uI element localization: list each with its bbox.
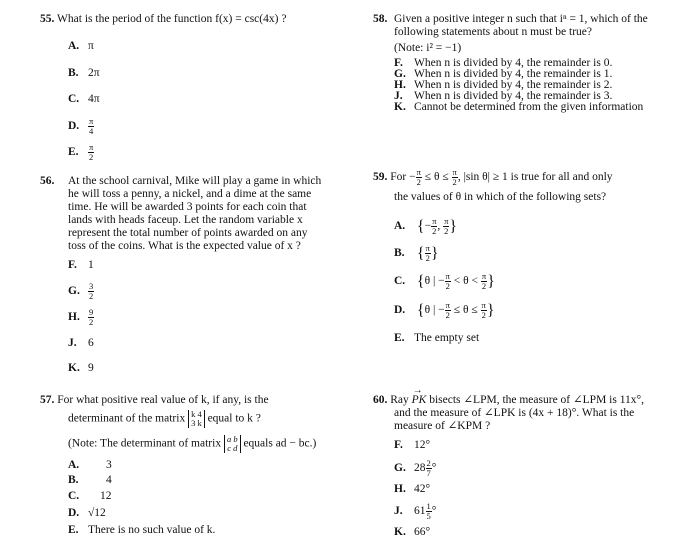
choice-k[interactable]: K. Cannot be determined from the given information: [394, 101, 644, 113]
ray-pk: → PK: [412, 394, 427, 407]
choice-f[interactable]: F. When n is divided by 4, the remainder is 0.: [394, 57, 613, 69]
choice-c[interactable]: C. 4π: [68, 93, 100, 105]
question-58: [373, 13, 387, 26]
question-text: At the school carnival, Mike will play a game in which he will toss a penny, a nickel, and a dime at the same time. He will be awarded 3 points for each coin that lands with heads faceup. Let the random variable x represent the total number of points awarded on any toss of the coins. What is the expected value of x ?: [68, 175, 322, 252]
choice-g[interactable]: G. When n is divided by 4, the remainder is 1.: [394, 68, 613, 80]
choice-k[interactable]: K. 9: [68, 362, 94, 374]
choice-h[interactable]: H. 42°: [394, 483, 431, 495]
choice-f[interactable]: F. 1: [68, 259, 94, 271]
question-59: 59. For − $\frac{\pi}{2}$ ≤ θ ≤ $\frac{\pi}{2}$ , |sin θ| ≥ 1 is true for all and only: [373, 167, 613, 187]
choice-b[interactable]: B. 2π: [68, 67, 100, 79]
question-text-line2: the values of θ in which of the following sets?: [394, 191, 607, 203]
question-text-line3: measure of ∠KPM ?: [394, 420, 491, 432]
matrix-k: k 4 3 k: [188, 410, 205, 428]
set-expression: { $\frac{\pi}{2}$ }: [416, 243, 439, 263]
set-expression: {θ | − $\frac{\pi}{2}$ < θ < $\frac{\pi}{2}$ }: [416, 271, 495, 291]
choice-e[interactable]: E. The empty set: [394, 332, 480, 344]
set-expression: {θ | − $\frac{\pi}{2}$ ≤ θ ≤ $\frac{\pi}{2}$ }: [416, 300, 495, 320]
choice-e[interactable]: E. $\frac{\pi}{2}$: [68, 142, 94, 162]
question-number: 55.: [40, 13, 55, 25]
fraction: $\frac{9}{2}$: [89, 307, 94, 327]
question-note: (Note: The determinant of matrix a b c d equals ad − bc.): [68, 434, 317, 453]
choice-a[interactable]: A. 3: [68, 459, 112, 471]
matrix-abcd: a b c d: [224, 435, 241, 453]
fraction: $\frac{\pi}{4}$: [89, 116, 94, 136]
question-55: [40, 13, 286, 26]
question-number: 59.: [373, 171, 388, 184]
choice-d[interactable]: D. √12: [68, 507, 106, 519]
question-text: Given a positive integer n such that iⁿ = 1, which of the following statements about n must be true? (Note: i² = −1): [394, 13, 648, 54]
question-text: For what positive real value of k, if any, is the: [57, 394, 269, 406]
question-number: 58.: [373, 13, 388, 25]
choice-a[interactable]: A. π: [68, 40, 94, 52]
choice-c[interactable]: C. {θ | − $\frac{\pi}{2}$ < θ < $\frac{\pi}{2}$ }: [394, 271, 495, 291]
fraction: $\frac{3}{2}$: [89, 281, 94, 301]
choice-f[interactable]: F. 12°: [394, 439, 431, 451]
question-60: 60. Ray → PK bisects ∠LPM, the measure of ∠LPM is 11x°,: [373, 394, 644, 407]
question-number: 56.: [40, 175, 55, 187]
choice-a[interactable]: A. {− $\frac{\pi}{2}$ , $\frac{\pi}{2}$ }: [394, 216, 458, 236]
choice-j[interactable]: J. When n is divided by 4, the remainder is 3.: [394, 90, 613, 102]
question-57: [40, 394, 269, 407]
choice-d[interactable]: D. {θ | − $\frac{\pi}{2}$ ≤ θ ≤ $\frac{\pi}{2}$ }: [394, 300, 495, 320]
choice-b[interactable]: B. 4: [68, 474, 112, 486]
choice-h[interactable]: H. $\frac{9}{2}$: [68, 307, 94, 327]
choice-d[interactable]: D. $\frac{\pi}{4}$: [68, 116, 94, 136]
choice-e[interactable]: E. There is no such value of k.: [68, 524, 216, 536]
choice-g[interactable]: G. $\frac{3}{2}$: [68, 281, 94, 301]
question-56: [40, 175, 54, 188]
question-number: 60.: [373, 394, 388, 406]
set-expression: {− $\frac{\pi}{2}$ , $\frac{\pi}{2}$ }: [416, 216, 458, 236]
question-text: What is the period of the function f(x) = csc(4x) ?: [57, 13, 287, 25]
choice-g[interactable]: G. 28 $\frac{2}{7}$ °: [394, 458, 437, 478]
choice-h[interactable]: H. When n is divided by 4, the remainder is 2.: [394, 79, 613, 91]
choice-j[interactable]: J. 6: [68, 337, 94, 349]
question-text-line2: determinant of the matrix k 4 3 k equal to k ?: [68, 409, 261, 428]
choice-b[interactable]: B. { $\frac{\pi}{2}$ }: [394, 243, 439, 263]
choice-c[interactable]: C. 12: [68, 490, 112, 502]
choice-k[interactable]: K. 66°: [394, 526, 431, 538]
choice-j[interactable]: J. 61 $\frac{1}{5}$ °: [394, 501, 437, 521]
fraction: $\frac{\pi}{2}$: [89, 142, 94, 162]
question-text-line2: and the measure of ∠LPK is (4x + 18)°. What is the: [394, 407, 635, 419]
question-number: 57.: [40, 394, 55, 406]
